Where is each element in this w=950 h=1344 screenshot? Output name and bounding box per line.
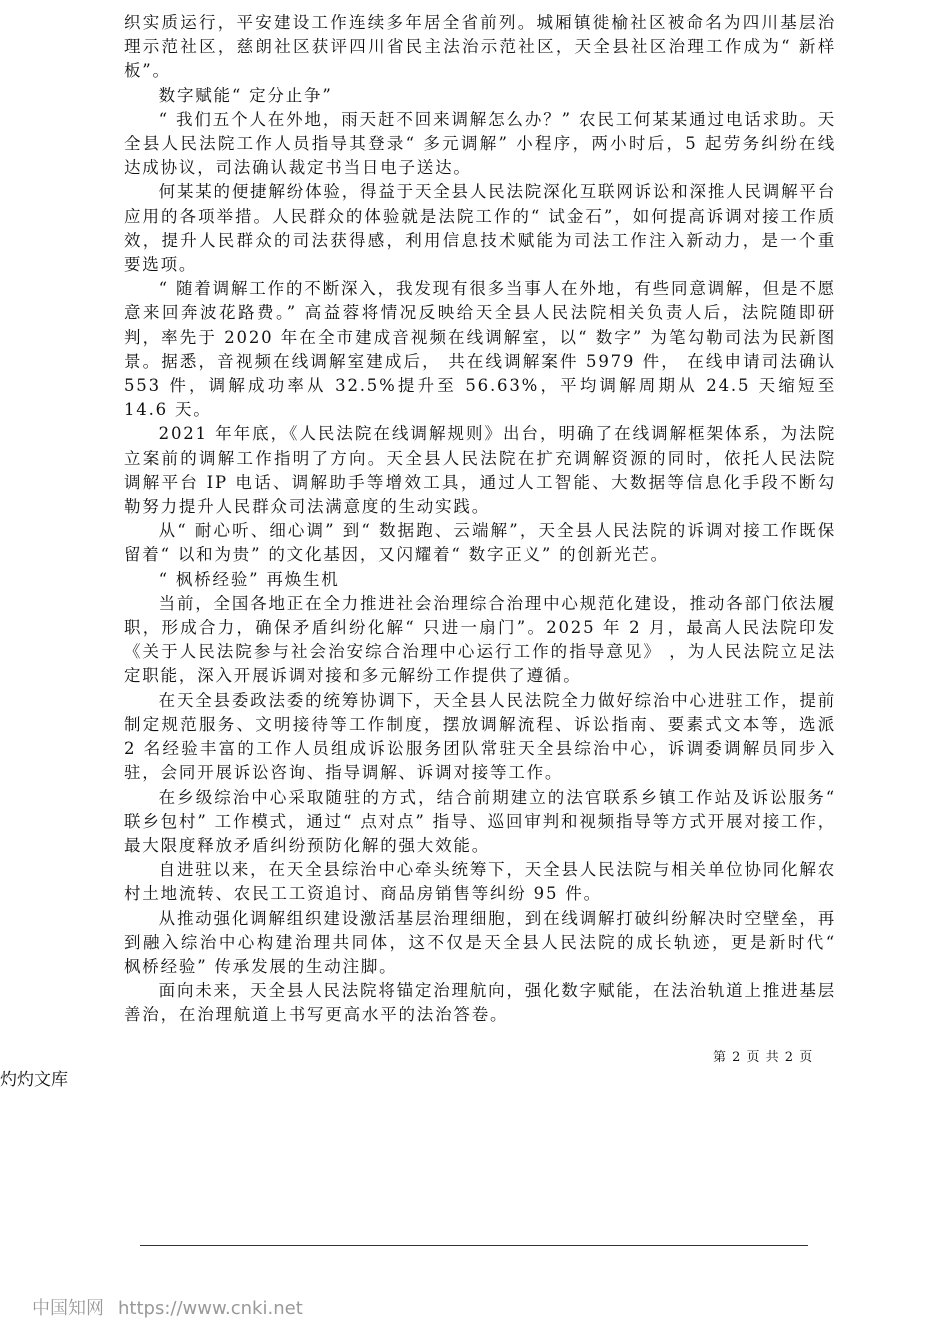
- section-heading: 数字赋能“ 定分止争”: [158, 85, 333, 105]
- paragraph: 自进驻以来，在天全县综治中心牵头统筹下，天全县人民法院与相关单位协同化解农村土地流转、农民工工资追讨、商品房销售等纠纷 95 件。: [124, 860, 836, 904]
- cnki-name: 中国知网: [32, 1298, 104, 1319]
- paragraph: 2021 年年底，《人民法院在线调解规则》出台，明确了在线调解框架体系，为法院立案前的调解工作指明了方向。天全县人民法院在扩充调解资源的同时，依托人民法院调解平台 IP 电话、调解助手等增效工具，通过人工智能、大数据等信息化手段不断勾勒努力提升人民群众司法满意度的生动实践。: [124, 424, 836, 517]
- footer-divider: [140, 1245, 808, 1246]
- cnki-url[interactable]: https://www.cnki.net: [118, 1298, 303, 1319]
- paragraph: 在乡级综治中心采取随驻的方式，结合前期建立的法官联系乡镇工作站及诉讼服务“ 联乡包村” 工作模式，通过“ 点对点” 指导、巡回审判和视频指导等方式开展对接工作，最大限度释放矛盾纠纷预防化解的强大效能。: [124, 787, 836, 855]
- page-number: 第 2 页 共 2 页: [713, 1050, 814, 1065]
- paragraph: 何某某的便捷解纷体验，得益于天全县人民法院深化互联网诉讼和深推人民调解平台应用的各项举措。人民群众的体验就是法院工作的“ 试金石”，如何提高诉调对接工作质效，提升人民群众的司法获得感，利用信息技术赋能为司法工作注入新动力，是一个重要选项。: [124, 182, 836, 275]
- cnki-footer: [32, 1294, 317, 1320]
- paragraph-continued: 织实质运行，平安建设工作连续多年居全省前列。城厢镇徙榆社区被命名为四川基层治理示范社区，慈朗社区获评四川省民主法治示范社区，天全县社区治理工作成为“ 新样板”。: [124, 13, 836, 81]
- article-body: [124, 11, 836, 1028]
- paragraph: 面向未来，天全县人民法院将锚定治理航向，强化数字赋能，在法治轨道上推进基层善治，在治理航道上书写更高水平的法治答卷。: [124, 981, 836, 1025]
- section-heading: “ 枫桥经验” 再焕生机: [158, 569, 340, 589]
- paragraph: 当前，全国各地正在全力推进社会治理综合治理中心规范化建设，推动各部门依法履职，形成合力，确保矛盾纠纷化解“ 只进一扇门”。2025 年 2 月，最高人民法院印发《关于人民法院参与社会治安综合治理中心运行工作的指导意见》 ，为人民法院立足法定职能，深入开展诉调对接和多元解纷工作提供了遵循。: [124, 593, 836, 686]
- paragraph: 在天全县委政法委的统筹协调下，天全县人民法院全力做好综治中心进驻工作，提前制定规范服务、文明接待等工作制度，摆放调解流程、诉讼指南、要素式文本等，选派 2 名经验丰富的工作人员组成诉讼服务团队常驻天全县综治中心，诉调委调解员同步入驻，会同开展诉讼咨询、指导调解、诉调对接等工作。: [124, 690, 836, 783]
- paragraph: 从推动强化调解组织建设激活基层治理细胞，到在线调解打破纠纷解决时空壁垒，再到融入综治中心构建治理共同体，这不仅是天全县人民法院的成长轨迹，更是新时代“ 枫桥经验” 传承发展的生动注脚。: [124, 908, 836, 976]
- paragraph: “ 我们五个人在外地，雨天赶不回来调解怎么办？” 农民工何某某通过电话求助。天全县人民法院工作人员指导其登录“ 多元调解” 小程序，两小时后，5 起劳务纠纷在线达成协议，司法确认裁定书当日电子送达。: [124, 109, 836, 178]
- paragraph: 从“ 耐心听、细心调” 到“ 数据跑、云端解”，天全县人民法院的诉调对接工作既保留着“ 以和为贵” 的文化基因，又闪耀着“ 数字正义” 的创新光芒。: [124, 521, 836, 565]
- paragraph: “ 随着调解工作的不断深入，我发现有很多当事人在外地，有些同意调解，但是不愿意来回奔波花路费。” 高益蓉将情况反映给天全县人民法院相关负责人后，法院随即研判，率先于 2020 年在全市建成音视频在线调解室，以“ 数字” 为笔勾勒司法为民新图景。据悉，音视频在线调解室建成后， 共在线调解案件 5979 件， 在线申请司法确认 553 件，调解成功率从 32.5%提升至 56.63%，平均调解周期从 24.5 天缩短至 14.6 天。: [124, 279, 836, 420]
- library-watermark: 灼灼文库: [0, 1070, 68, 1090]
